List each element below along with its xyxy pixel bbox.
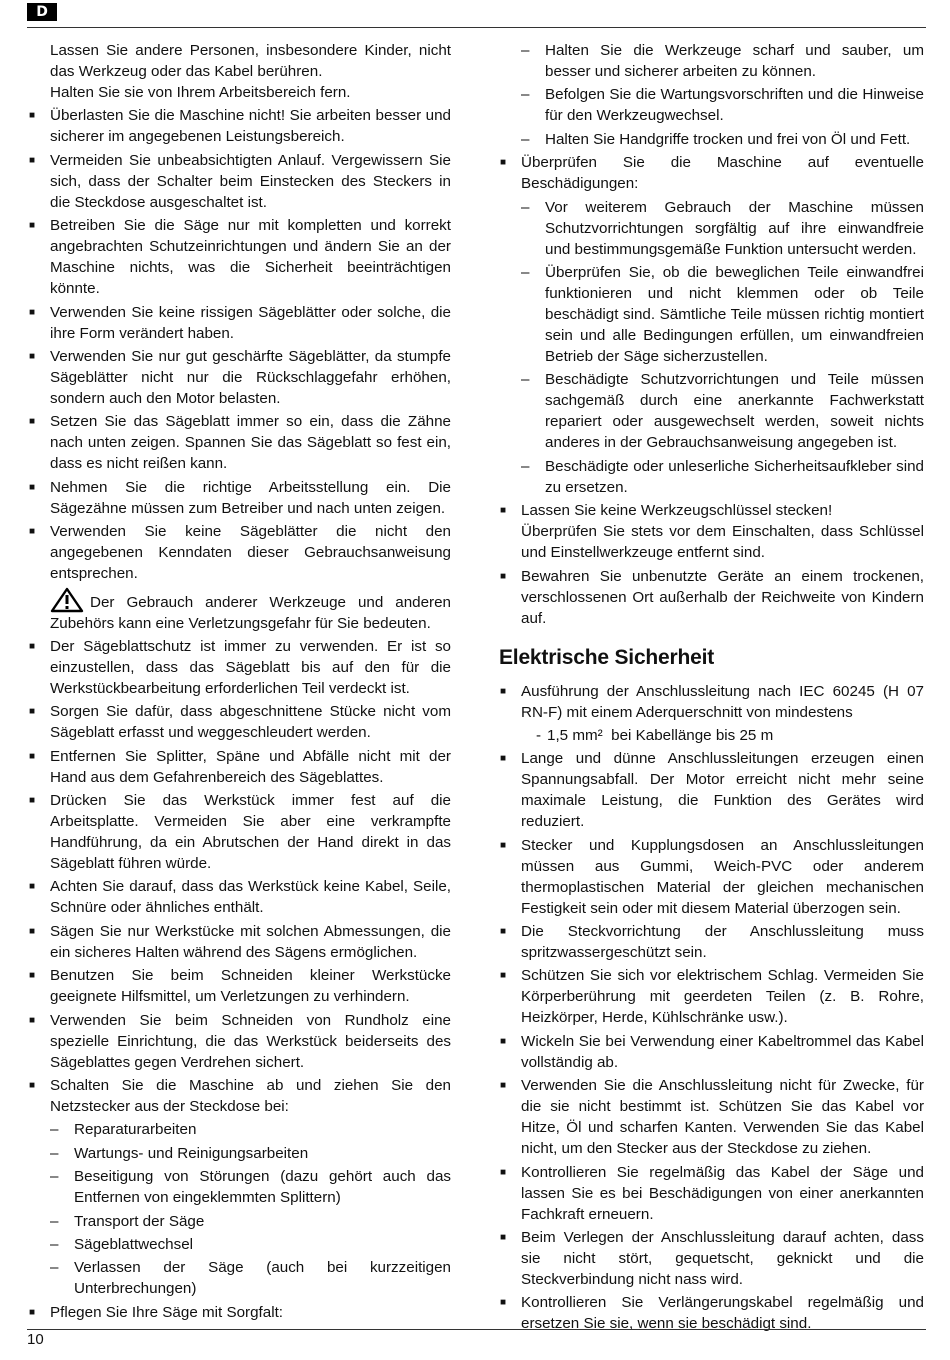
dash-icon: –	[50, 1168, 59, 1186]
key-line: Lassen Sie keine Werkzeugschlüssel stecken!	[521, 502, 833, 520]
warning-text: Der Gebrauch anderer Werkzeuge und anderen Zubehörs kann eine Verletzungsgefahr für Sie bedeuten.	[50, 593, 451, 632]
list-item: ■ Achten Sie darauf, dass das Werkstück keine Kabel, Seile, Schnüre oder ähnliches enthält.	[29, 878, 451, 917]
dash-item: – Überprüfen Sie, ob die beweglichen Teile einwandfrei funktionieren und nicht klemmen oder ob Teile beschädigt sind. Sämtliche Teile müssen richtig montiert sein und alle Bedingungen erfüllen, um einwandfreien Betrieb der Säge sicherzustellen.	[521, 263, 924, 365]
footer-rule	[27, 1329, 926, 1330]
dash-item: – Befolgen Sie die Wartungsvorschriften und die Hinweise für den Werkzeugwechsel.	[521, 86, 924, 125]
list-item	[499, 500, 924, 563]
intro-line: Lassen Sie andere Personen, insbesondere Kinder, nicht das Werkzeug oder das Kabel berühren.	[50, 42, 451, 80]
bullet-icon: ■	[29, 1306, 36, 1318]
list-item: ■ Beim Verlegen der Anschlussleitung darauf achten, dass sie nicht stört, gequetscht, geknickt und die Steckverbindung nicht nass wird.	[500, 1229, 924, 1289]
bullet-icon: ■	[500, 1166, 507, 1178]
dash-item: – Vor weiterem Gebrauch der Maschine müssen Schutzvorrichtungen sorgfältig auf ihre einwandfreie und bestimmungsgemäße Funktion untersucht werden.	[521, 198, 924, 258]
dash-item: – Wartungs- und Reinigungsarbeiten	[50, 1144, 309, 1162]
sub-item: - 1,5 mm² bei Kabellänge bis 25 m	[536, 726, 774, 744]
bullet-icon: ■	[500, 970, 507, 982]
list-item: ■ Ausführung der Anschlussleitung nach IEC 60245 (H 07 RN-F) mit einem Aderquerschnitt von mindestens	[500, 682, 924, 721]
bullet-icon: ■	[29, 526, 36, 538]
bullet-icon: ■	[29, 640, 36, 652]
list-item: ■ Überlasten Sie die Maschine nicht! Sie arbeiten besser und sicherer im angegebenen Leistungsbereich.	[29, 107, 451, 146]
bullet-icon: ■	[500, 505, 507, 517]
list-item: ■ Sorgen Sie dafür, dass abgeschnittene Stücke nicht vom Sägeblatt erfasst und weggeschleudert werden.	[29, 703, 451, 742]
dash-icon: –	[521, 263, 530, 281]
list-item: ■ Drücken Sie das Werkstück immer fest auf die Arbeitsplatte. Vermeiden Sie aber eine verkrampfte Handführung, da ein Abrutschen der Hand direkt in das Sägeblatt führen würde.	[29, 792, 451, 873]
bullet-icon: ■	[29, 154, 36, 166]
bullet-icon: ■	[29, 1080, 36, 1092]
dash-item: – Beschädigte Schutzvorrichtungen und Teile müssen sachgemäß durch eine anerkannte Fachwerkstatt repariert oder ausgewechselt werden, soweit nichts anderes in der Gebrauchsanweisung angegeben ist.	[521, 371, 924, 452]
dash-icon: –	[50, 1121, 59, 1139]
bullet-icon: ■	[29, 970, 36, 982]
bullet-icon: ■	[29, 1014, 36, 1026]
dash-icon: –	[521, 371, 530, 389]
list-item: ■ Verwenden Sie beim Schneiden von Rundholz eine spezielle Einrichtung, die das Werkstück beiderseits des Sägeblattes gegen Verdrehen sichert.	[29, 1011, 451, 1071]
bullet-icon: ■	[29, 306, 36, 318]
dash-item: – Beseitigung von Störungen (dazu gehört auch das Entfernen von eingeklemmten Splittern)	[50, 1168, 451, 1207]
list-item: ■ Schützen Sie sich vor elektrischem Schlag. Vermeiden Sie Körperberührung mit geerdeten Teilen (z. B. Rohre, Heizkörper, Herde, Kühlschränke usw.).	[500, 967, 924, 1027]
bullet-icon: ■	[500, 839, 507, 851]
list-item: ■ Verwenden Sie die Anschlussleitung nicht für Zwecke, für die sie nicht bestimmt ist. Schützen Sie das Kabel vor Hitze, Öl und scharfen Kanten. Verwenden Sie das Kabel nicht, um den Stecker aus der Steckdose zu ziehen.	[500, 1077, 924, 1158]
bullet-icon: ■	[500, 1232, 507, 1244]
dash-icon: –	[50, 1144, 59, 1162]
dash-item: – Halten Sie Handgriffe trocken und frei von Öl und Fett.	[521, 130, 911, 148]
bullet-icon: ■	[29, 795, 36, 807]
list-item: ■ Vermeiden Sie unbeabsichtigten Anlauf. Vergewissern Sie sich, dass der Schalter beim Einstecken des Steckers in die Steckdose ausgeschaltet ist.	[29, 151, 451, 211]
left-column	[28, 40, 451, 1325]
header-rule	[27, 27, 926, 28]
bullet-icon: ■	[500, 1297, 507, 1309]
dash-item: – Verlassen der Säge (auch bei kurzzeitigen Unterbrechungen)	[50, 1259, 451, 1298]
language-badge: D	[27, 3, 57, 21]
bullet-icon: ■	[500, 1080, 507, 1092]
bullet-icon: ■	[29, 220, 36, 232]
dash-icon: –	[521, 130, 530, 148]
list-item: ■ Betreiben Sie die Säge nur mit kompletten und korrekt angebrachten Schutzeinrichtungen und ändern Sie an der Maschine nichts, was die Sicherheit beeinträchtigen könnte.	[29, 217, 451, 298]
bullet-icon: ■	[500, 753, 507, 765]
dash-item: – Reparaturarbeiten	[50, 1121, 197, 1139]
bullet-icon: ■	[29, 925, 36, 937]
list-item: ■ Überprüfen Sie die Maschine auf eventuelle Beschädigungen:	[500, 154, 924, 193]
section-heading: Elektrische Sicherheit	[499, 645, 715, 669]
dash-item: – Sägeblattwechsel	[50, 1235, 194, 1253]
list-item: ■ Verwenden Sie keine Sägeblätter die nicht den angegebenen Kenndaten dieser Gebrauchsanweisung entsprechen.	[29, 523, 451, 583]
list-item: ■ Lange und dünne Anschlussleitungen erzeugen einen Spannungsabfall. Der Motor erreicht nicht mehr seine maximale Leistung, die Funktion des Gerätes wird reduziert.	[500, 750, 924, 831]
bullet-icon: ■	[500, 926, 507, 938]
warning-paragraph	[28, 587, 451, 634]
list-item: ■ Benutzen Sie beim Schneiden kleiner Werkstücke geeignete Hilfsmittel, um Verletzungen zu verhindern.	[29, 967, 451, 1006]
list-item: ■ Sägen Sie nur Werkstücke mit solchen Abmessungen, die ein sicheres Halten während des Sägens ermöglichen.	[29, 922, 451, 961]
dash-item: – Beschädigte oder unleserliche Sicherheitsaufkleber sind zu ersetzen.	[521, 457, 924, 496]
right-column	[499, 40, 924, 1337]
warning-triangle-icon	[50, 587, 84, 613]
list-item: ■ Verwenden Sie keine rissigen Sägeblätter oder solche, die ihre Form verändert haben.	[29, 303, 451, 342]
list-item: ■ Der Sägeblattschutz ist immer zu verwenden. Er ist so einzustellen, dass das Sägeblatt bis auf den für die Werkstückbearbeitung erforderlichen Teil verdeckt ist.	[29, 637, 451, 697]
list-item: ■ Bewahren Sie unbenutzte Geräte an einem trockenen, verschlossenen Ort außerhalb der Reichweite von Kindern auf.	[500, 567, 924, 627]
key-line: Überprüfen Sie stets vor dem Einschalten, dass Schlüssel und Einstellwerkzeuge entfernt sind.	[521, 523, 924, 562]
dash-item: – Halten Sie die Werkzeuge scharf und sauber, um besser und sicherer arbeiten zu können.	[521, 42, 924, 80]
dash-icon: –	[50, 1212, 59, 1230]
list-item: ■ Pflegen Sie Ihre Säge mit Sorgfalt:	[29, 1303, 284, 1321]
dash-icon: –	[521, 42, 530, 59]
bullet-icon: ■	[29, 881, 36, 893]
dash-icon: –	[50, 1259, 59, 1277]
bullet-icon: ■	[500, 685, 507, 697]
list-item: ■ Wickeln Sie bei Verwendung einer Kabeltrommel das Kabel vollständig ab.	[500, 1032, 924, 1071]
list-item: ■ Verwenden Sie nur gut geschärfte Sägeblätter, da stumpfe Sägeblätter nicht nur die Rückschlaggefahr erhöhen, sondern auch den Motor belasten.	[29, 347, 451, 407]
dash-item: – Transport der Säge	[50, 1212, 205, 1230]
list-item: ■ Kontrollieren Sie Verlängerungskabel regelmäßig und ersetzen Sie sie, wenn sie beschädigt sind.	[500, 1294, 924, 1333]
bullet-icon: ■	[29, 750, 36, 762]
dash-icon: -	[536, 726, 542, 744]
bullet-icon: ■	[29, 481, 36, 493]
list-item: ■ Kontrollieren Sie regelmäßig das Kabel der Säge und lassen Sie es bei Beschädigungen von einer anerkannten Fachkraft erneuern.	[500, 1163, 924, 1223]
list-item: ■ Schalten Sie die Maschine ab und ziehen Sie den Netzstecker aus der Steckdose bei:	[29, 1077, 451, 1116]
bullet-icon: ■	[500, 157, 507, 169]
intro-paragraph	[28, 40, 451, 103]
dash-icon: –	[50, 1235, 59, 1253]
dash-icon: –	[521, 86, 530, 104]
bullet-icon: ■	[29, 416, 36, 428]
bullet-icon: ■	[29, 110, 36, 122]
list-item: ■ Setzen Sie das Sägeblatt immer so ein, dass die Zähne nach unten zeigen. Spannen Sie das Sägeblatt so fest ein, dass es nicht reißen kann.	[29, 413, 451, 473]
bullet-icon: ■	[29, 706, 36, 718]
page-number: 10	[27, 1331, 44, 1348]
list-item: ■ Entfernen Sie Splitter, Späne und Abfälle nicht mit der Hand aus dem Gefahrenbereich des Sägeblattes.	[29, 747, 451, 786]
intro-line: Halten Sie sie von Ihrem Arbeitsbereich fern.	[50, 84, 351, 101]
list-item: ■ Die Steckvorrichtung der Anschlussleitung muss spritzwassergeschützt sein.	[500, 923, 924, 962]
bullet-icon: ■	[500, 1035, 507, 1047]
bullet-icon: ■	[29, 350, 36, 362]
bullet-icon: ■	[500, 570, 507, 582]
list-item: ■ Stecker und Kupplungsdosen an Anschlussleitungen müssen aus Gummi, Weich-PVC oder anderem thermoplastischen Material der gleichen mechanischen Festigkeit sein oder mit diesem Material überzogen sein.	[500, 836, 924, 917]
list-item: ■ Nehmen Sie die richtige Arbeitsstellung ein. Die Sägezähne müssen zum Betreiber und nach unten zeigen.	[29, 478, 451, 517]
dash-icon: –	[521, 457, 530, 475]
dash-icon: –	[521, 198, 530, 216]
